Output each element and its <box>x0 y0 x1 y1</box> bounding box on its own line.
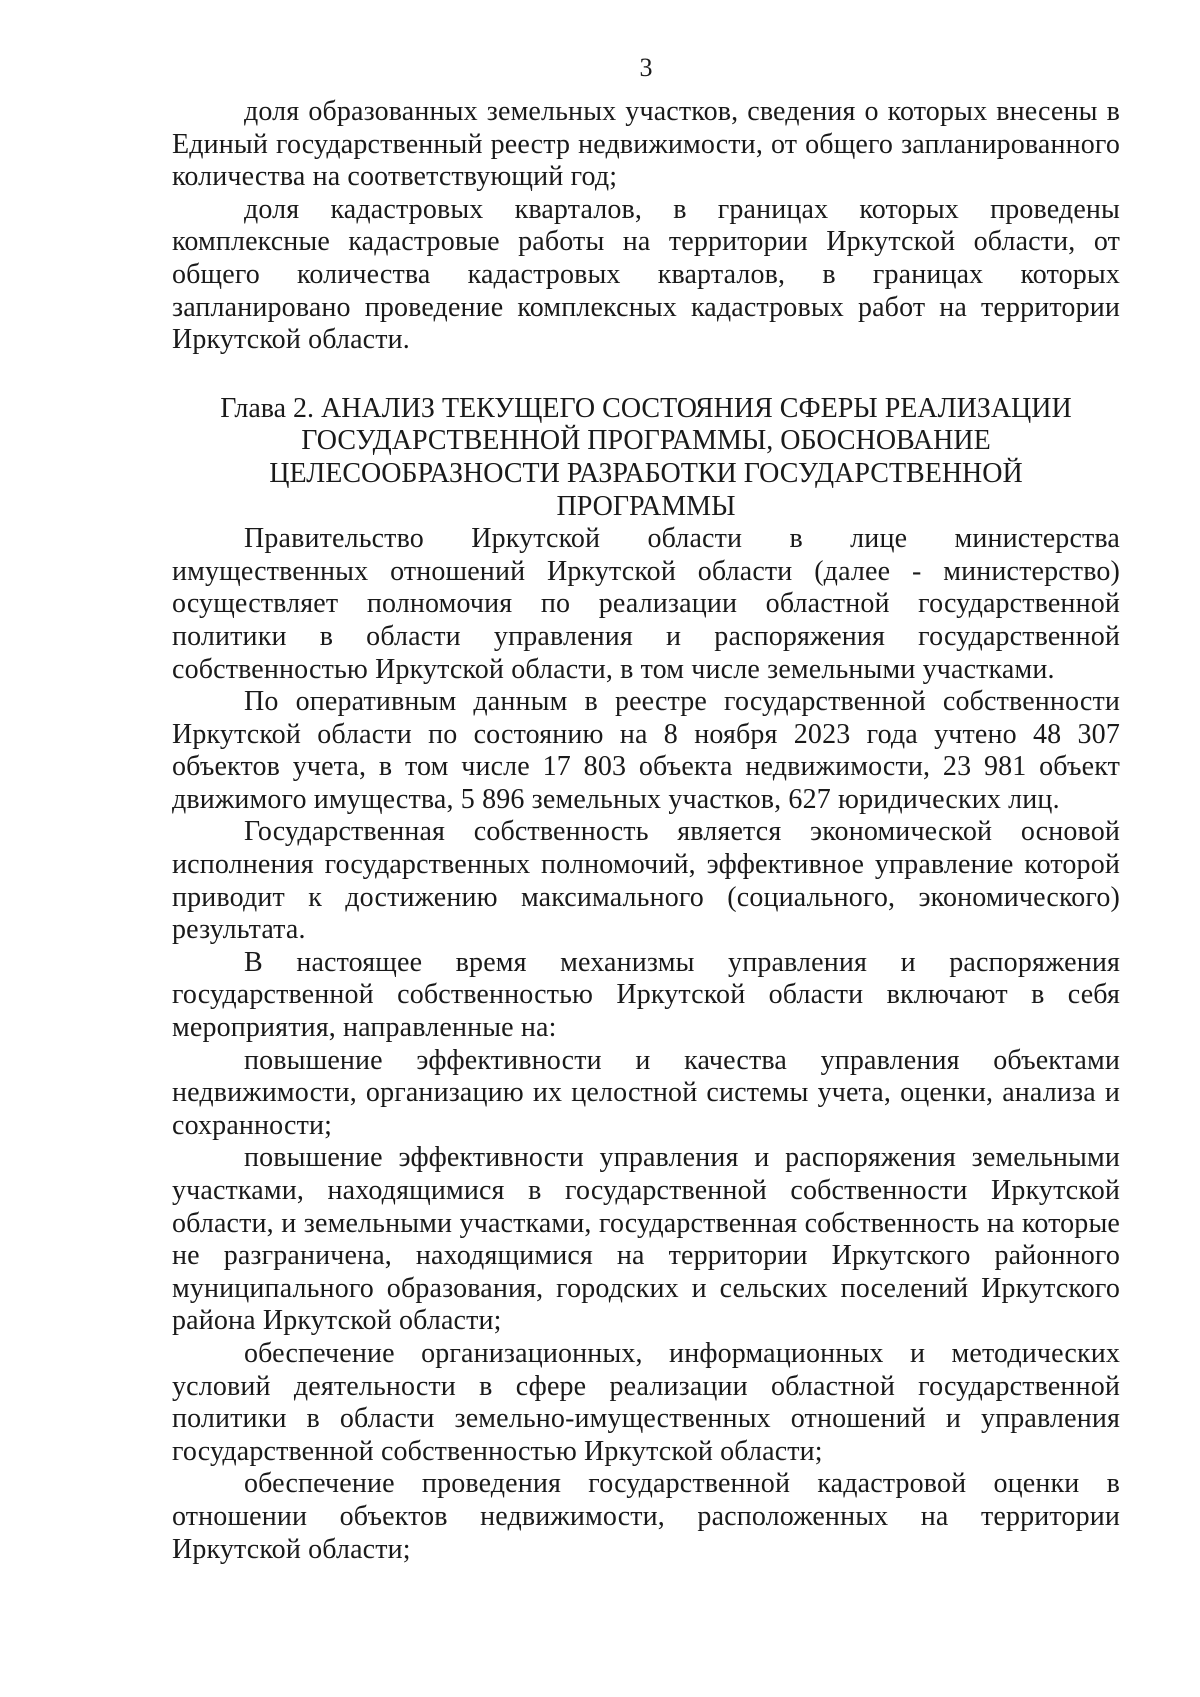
paragraph-registry-data: По оперативным данным в реестре государственной собственности Иркутской области по состоянию на 8 ноября 2023 года учтено 48 307 объектов учета, в том числе 17 803 объекта недвижимости, 23 981 объект движимого имущества, 5 896 земельных участков, 627 юридических лиц. <box>172 686 1120 815</box>
paragraph-share-land-plots: доля образованных земельных участков, сведения о которых внесены в Единый государственный реестр недвижимости, от общего запланированного количества на соответствующий год; <box>172 96 1120 193</box>
page-number: 3 <box>639 53 653 82</box>
paragraph-state-property: Государственная собственность является экономической основой исполнения государственных полномочий, эффективное управление которой приводит к достижению максимального (социального, экономического) результата. <box>172 816 1120 946</box>
paragraph-share-cadastral-quarters: доля кадастровых кварталов, в границах которых проведены комплексные кадастровые работы на территории Иркутской области, от общего количества кадастровых кварталов, в границах которых запланировано проведение комплексных кадастровых работ на территории Иркутской области. <box>172 193 1120 356</box>
document-page <box>172 52 1120 1566</box>
list-item-organizational-conditions: обеспечение организационных, информационных и методических условий деятельности в сфере реализации областной государственной политики в области земельно-имущественных отношений и управления государственной собственностью Иркутской области; <box>172 1337 1120 1467</box>
list-item-real-estate-efficiency: повышение эффективности и качества управления объектами недвижимости, организацию их целостной системы учета, оценки, анализа и сохранности; <box>172 1044 1120 1141</box>
chapter-title: Глава 2. АНАЛИЗ ТЕКУЩЕГО СОСТОЯНИЯ СФЕРЫ РЕАЛИЗАЦИИ ГОСУДАРСТВЕННОЙ ПРОГРАММЫ, ОБОСНОВАНИЕ ЦЕЛЕСООБРАЗНОСТИ РАЗРАБОТКИ ГОСУДАРСТВЕННОЙ ПРОГРАММЫ <box>220 392 1072 522</box>
list-item-cadastral-valuation: обеспечение проведения государственной кадастровой оценки в отношении объектов недвижимости, расположенных на территории Иркутской области; <box>172 1468 1120 1565</box>
paragraph-government-authority: Правительство Иркутской области в лице министерства имущественных отношений Иркутской области (далее - министерство) осуществляет полномочия по реализации областной государственной политики в области управления и распоряжения государственной собственностью Иркутской области, в том числе земельными участками. <box>172 523 1120 685</box>
paragraph-management-mechanisms: В настоящее время механизмы управления и распоряжения государственной собственностью Иркутской области включают в себя мероприятия, направленные на: <box>172 946 1120 1044</box>
list-item-land-management: повышение эффективности управления и распоряжения земельными участками, находящимися в государственной собственности Иркутской области, и земельными участками, государственная собственность на которые не разграничена, находящимися на территории Иркутского районного муниципального образования, городских и сельских поселений Иркутского района Иркутской области; <box>172 1142 1120 1337</box>
